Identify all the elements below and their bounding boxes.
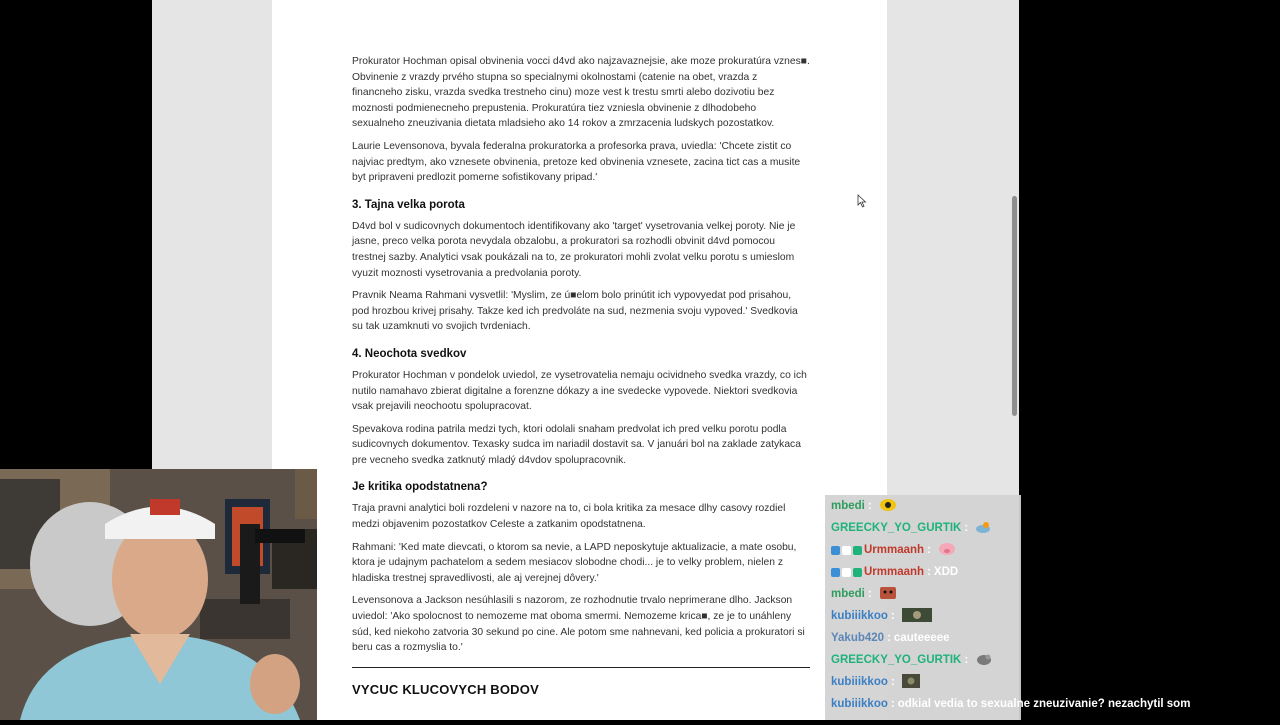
chat-separator: : [964, 522, 969, 534]
rat-emote-icon [975, 652, 993, 669]
chat-message [825, 693, 1191, 715]
paragraph: Prokurator Hochman v pondelok uviedol, ze vysetrovatelia nemaju ocividneho svedka vrazdy, co ich nutilo namahavo zbierat digitalne a forenzne dókazy a ine svedecke vypovede. Niektori svedkovia vsak prejavili neochootu spolupracovat. [352, 369, 807, 413]
chat-message [825, 649, 1021, 671]
chat-separator: : [887, 632, 891, 644]
chat-separator: : [927, 544, 931, 556]
chat-badge-icon [853, 568, 862, 577]
chat-username[interactable]: GREECKY_YO_GURTIK [831, 654, 962, 666]
chat-badge-icon [842, 546, 851, 555]
paragraph: Laurie Levensonova, byvala federalna prokuratorka a profesorka prava, uviedla: 'Chcete zistit co najviac predtym, ako vznesete obvinenia, pretoze ked obvinenia vznesete, zacina tict cas a musite byt pripraveni predlozit pomerne sofistikovany pripad.' [352, 140, 801, 184]
mouse-cursor-icon [857, 194, 867, 208]
streamer-webcam-image [0, 469, 317, 720]
chat-username[interactable]: Urmmaanh [864, 566, 925, 578]
chat-message [825, 539, 1021, 561]
chat-username[interactable]: GREECKY_YO_GURTIK [831, 522, 962, 534]
chat-message [825, 605, 1021, 627]
chat-separator: : [890, 698, 895, 710]
article-body [352, 54, 810, 697]
scrollbar-thumb[interactable] [1012, 196, 1017, 416]
section-heading: 3. Tajna velka porota [352, 198, 465, 211]
section-heading: Je kritika opodstatnena? [352, 481, 488, 494]
paragraph: Rahmani: 'Ked mate dievcati, o ktorom sa nevie, a LAPD neposkytuje aktualizacie, a mate osobu, ktora je udajnym pachatelom a sedem mesiacov slobodne chodi... je to velky problem, nielen z hladiska trestnej spravedlivosti, ale aj verejnej dôvery.' [352, 541, 797, 584]
chat-separator: : [964, 654, 969, 666]
chat-separator: : [867, 500, 872, 512]
chat-badge-icon [831, 546, 840, 555]
chat-username[interactable]: kubiiikkoo [831, 698, 888, 710]
divider [352, 667, 810, 668]
chat-separator: : [890, 610, 895, 622]
bird-emote-icon [975, 520, 991, 537]
chat-username[interactable]: mbedi [831, 588, 865, 600]
paragraph: Spevakova rodina patrila medzi tych, ktori odolali snaham predvolat ich pred velku porotu podla sudicovnych dokumentov. Texasky sudca im nariadil dostavit sa. V januári bol na zaklade zatykaca pre vecneho svedka zatknutý mladý d4vdov spolupracovnik. [352, 423, 801, 466]
chat-badge-icon [831, 568, 840, 577]
chat-separator: : [867, 588, 872, 600]
chat-username[interactable]: Yakub420 [831, 632, 885, 644]
chat-badge-icon [842, 568, 851, 577]
chat-message [825, 517, 1021, 539]
chat-text: XDD [933, 566, 959, 578]
chat-message [825, 627, 1021, 649]
chat-username[interactable]: Urmmaanh [864, 544, 925, 556]
summary-heading: VYCUC KLUCOVYCH BODOV [352, 681, 539, 697]
chat-badge-icon [853, 546, 862, 555]
chat-message [825, 583, 1021, 605]
pig-emote-icon [938, 542, 956, 559]
chat-text: odkial vedia to sexualne zneuzivanie? nezachytil som [897, 698, 1191, 710]
chat-separator: : [890, 676, 895, 688]
chat-separator: : [927, 566, 931, 578]
eye-emote-icon [879, 498, 897, 515]
paragraph: Pravnik Neama Rahmani vysvetlil: 'Myslim, ze ú■elom bolo prinútit ich vypovyedat pod prisahou, pod hrozbou krivej prisahy. Takze ked ich predvoláte na sud, nezmenia svoju vypoved.' Svedkovia su tak uzamknuti vo svojich tvrdeniach. [352, 290, 798, 333]
paragraph: D4vd bol v sudicovnych dokumentoch identifikovany ako 'target' vysetrovania velkej poroty. Nie je jasne, preco velka porota nevydala obzalobu, a prokuratori sa rozhodli obvinit d4vd pomocou trestnej sazby. Analytici vsak poukázali na to, ze prokuratori mohli zvolat velku porotu s umieslom vyuzit moznosti vysetrovania a predvolania poroty. [352, 220, 796, 279]
paragraph: Levensonova a Jackson nesúhlasili s nazorom, ze rozhodnutie trvalo neprimerane dlho. Jackson uviedol: 'Ako spolocnost to nemozeme mat oboma smermi. Nemozeme krica■, ze je to unáhleny súd, ked niekoho zatvoria 30 sekund po cine. Ale potom sme nahnevani, ked policia a prokuratori si beru cas a rozmyslia to.' [352, 595, 805, 654]
section-heading: 4. Neochota svedkov [352, 347, 467, 360]
pic2-emote-icon [902, 674, 920, 691]
chat-username[interactable]: kubiiikkoo [831, 610, 888, 622]
article-page [272, 0, 887, 720]
face-emote-icon [879, 586, 897, 603]
webcam-overlay [0, 469, 317, 720]
chat-message [825, 495, 1021, 517]
pic-emote-icon [902, 608, 932, 625]
paragraph: Traja pravni analytici boli rozdeleni v nazore na to, ci bola kritika za mesace dlhy casovy rozdiel medzi objavenim pozostatkov Celeste a zatkanim opodstatnena. [352, 503, 786, 531]
chat-message [825, 671, 1021, 693]
paragraph: Prokurator Hochman opisal obvinenia vocci d4vd ako najzavaznejsie, ake moze prokuratúra vznes■. Obvinenie z vrazdy prvého stupna so specialnymi okolnostami (catenie na obet, vrazda z financneho zisku, vrazda svedka trestneho cinu) moze vest k trestu smrti alebo dozivotiu bez moznosti podmienecneho prepustenia. Prokuratúra tiez vzniesla obvinenie z dlhodobeho sexualneho zneuzivania dietata mladsieho ako 14 rokov a zmrzacenia ludskych pozostatkov. [352, 56, 810, 130]
chat-overlay [825, 495, 1191, 720]
chat-username[interactable]: kubiiikkoo [831, 676, 888, 688]
chat-message [825, 561, 1021, 583]
chat-text: cauteeeee [893, 632, 950, 644]
chat-username[interactable]: mbedi [831, 500, 865, 512]
